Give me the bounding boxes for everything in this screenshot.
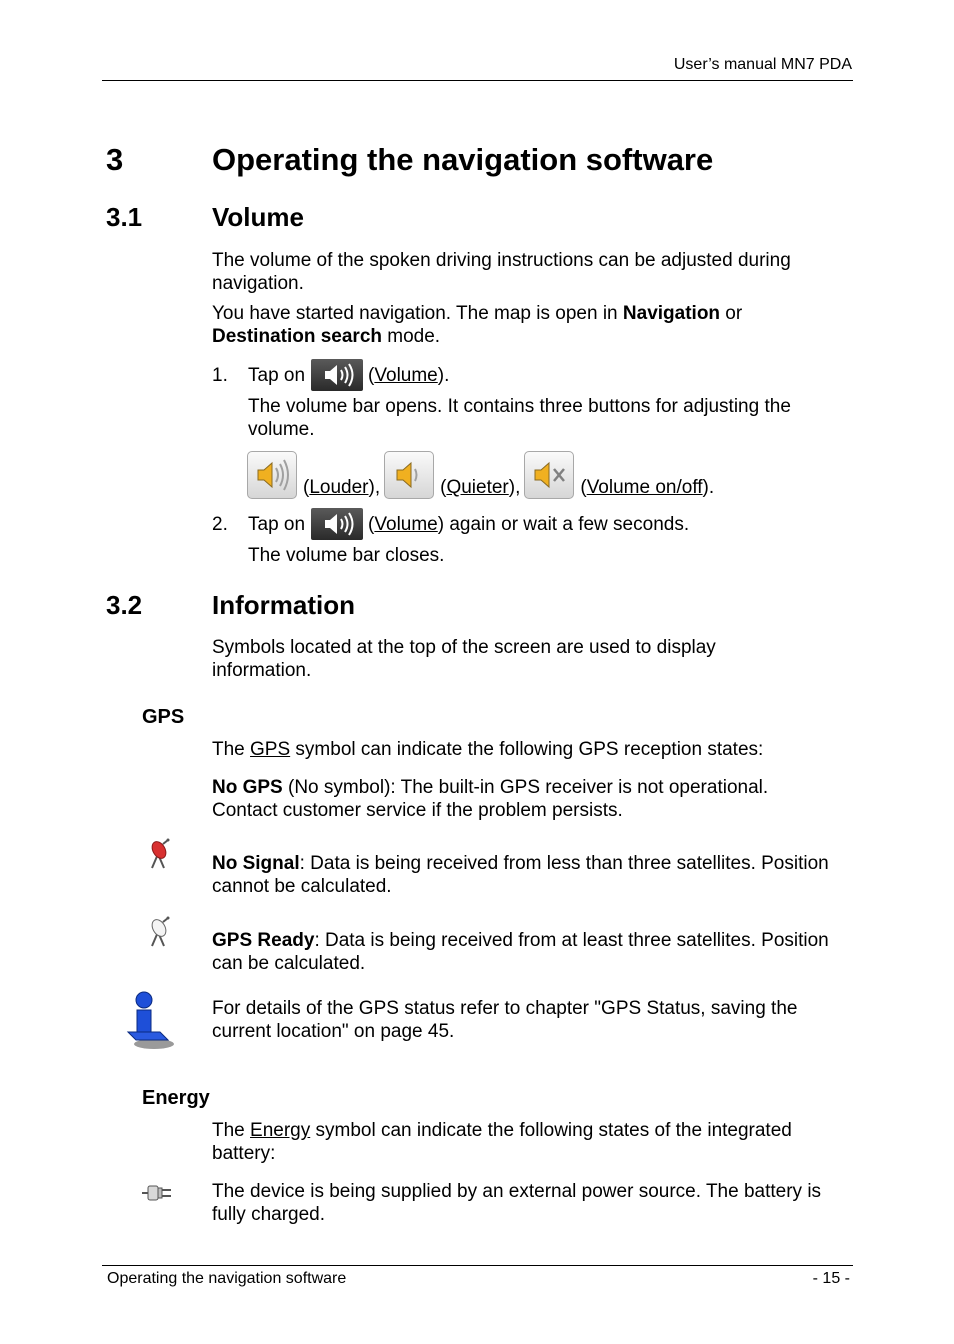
gps-state-ready: GPS Ready: Data is being received from at least three satellites. Position can be calculated. bbox=[212, 930, 829, 974]
satellite-red-icon bbox=[146, 838, 174, 872]
step-1-result: The volume bar opens. It contains three buttons for adjusting the volume. bbox=[248, 396, 791, 440]
section-title-information: Information bbox=[212, 590, 355, 620]
gps-heading: GPS bbox=[142, 706, 185, 728]
louder-link[interactable]: Louder bbox=[309, 477, 369, 498]
volume-on-off-link[interactable]: Volume on/off bbox=[586, 477, 703, 498]
footer-chapter-title: Operating the navigation software bbox=[107, 1270, 347, 1287]
volume-link[interactable]: Volume bbox=[374, 364, 438, 386]
energy-heading: Energy bbox=[142, 1087, 210, 1109]
footer-rule bbox=[102, 1265, 853, 1266]
power-plug-icon bbox=[140, 1183, 174, 1203]
volume-button-icon bbox=[311, 508, 363, 540]
speaker-louder-icon bbox=[247, 451, 297, 499]
volume-prerequisite: You have started navigation. The map is open in Navigation or Destination search mode. bbox=[212, 303, 743, 347]
page-number: - 15 - bbox=[812, 1270, 850, 1287]
gps-state-no-signal: No Signal: Data is being received from less than three satellites. Position cannot be calculated. bbox=[212, 853, 829, 897]
step-2-number: 2. bbox=[212, 514, 228, 535]
chapter-number: 3 bbox=[106, 142, 124, 177]
energy-link[interactable]: Energy bbox=[250, 1120, 311, 1141]
energy-intro: The Energy symbol can indicate the following states of the integrated battery: bbox=[212, 1120, 792, 1164]
speaker-mute-icon bbox=[524, 451, 574, 499]
section-title-volume: Volume bbox=[212, 202, 304, 232]
step-2: Tap on ( Volume ) again or wait a few seconds. bbox=[248, 504, 689, 544]
gps-state-no-gps: No GPS (No symbol): The built-in GPS receiver is not operational. Contact customer service if the problem persists. bbox=[212, 777, 769, 821]
volume-link[interactable]: Volume bbox=[374, 513, 438, 535]
speaker-quieter-icon bbox=[384, 451, 434, 499]
volume-intro: The volume of the spoken driving instructions can be adjusted during navigation. bbox=[212, 250, 791, 294]
info-person-icon bbox=[124, 990, 178, 1050]
information-intro: Symbols located at the top of the screen are used to display information. bbox=[212, 637, 716, 681]
quieter-link[interactable]: Quieter bbox=[446, 477, 509, 498]
gps-link[interactable]: GPS bbox=[250, 739, 291, 760]
satellite-white-icon bbox=[146, 916, 174, 950]
step-1-number: 1. bbox=[212, 365, 228, 386]
gps-info-note: For details of the GPS status refer to chapter "GPS Status, saving the current location" on page 45. bbox=[212, 998, 798, 1042]
header-rule bbox=[102, 80, 853, 81]
gps-intro: The GPS symbol can indicate the following GPS reception states: bbox=[212, 739, 764, 760]
chapter-title: Operating the navigation software bbox=[212, 142, 714, 177]
volume-button-icon bbox=[311, 359, 363, 391]
section-number-volume: 3.1 bbox=[106, 202, 143, 232]
energy-state-external: The device is being supplied by an external power source. The battery is fully charged. bbox=[212, 1181, 822, 1225]
volume-bar-buttons: (Louder), (Quieter), (Volume on/off). bbox=[247, 449, 714, 499]
running-header: User’s manual MN7 PDA bbox=[673, 56, 852, 73]
step-1: Tap on ( Volume ). bbox=[248, 355, 449, 395]
step-2-result: The volume bar closes. bbox=[248, 545, 445, 566]
section-number-information: 3.2 bbox=[106, 590, 143, 620]
